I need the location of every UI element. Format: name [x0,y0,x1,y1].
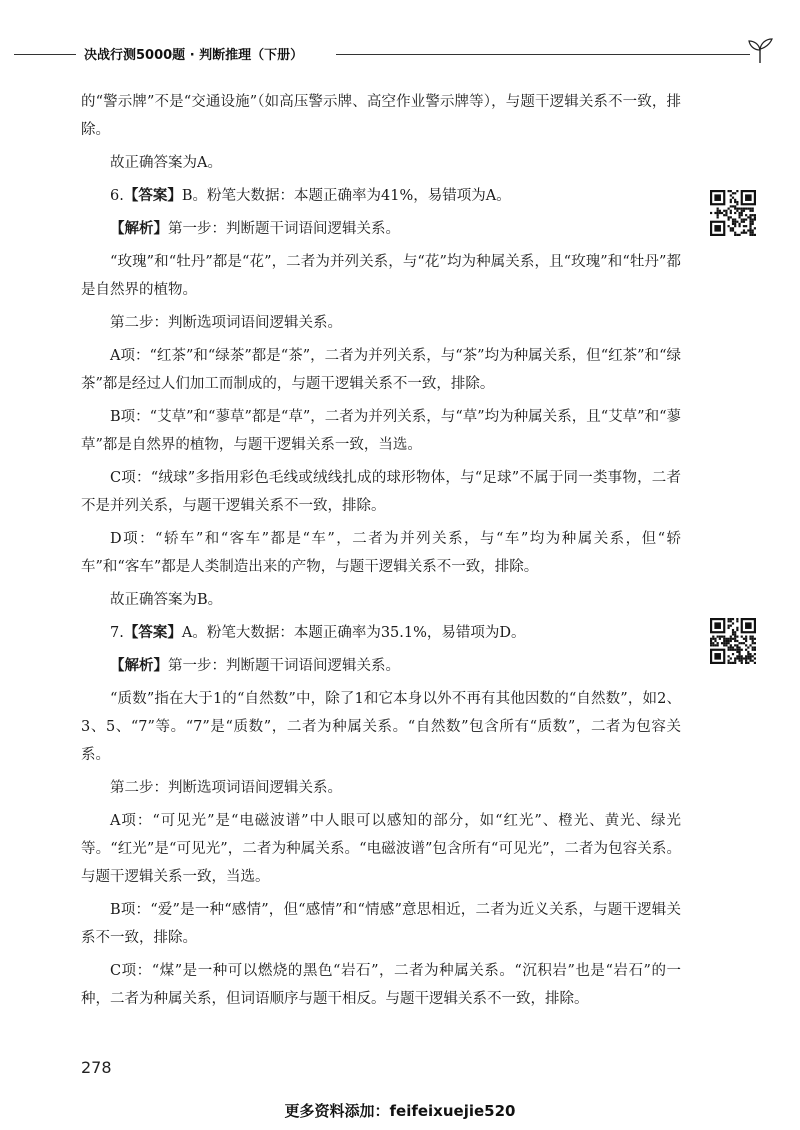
footer-note: 更多资料添加：feifeixuejie520 [284,1102,516,1120]
header-rule-left [14,54,76,55]
paragraph [81,215,681,243]
paragraph: A项：“可见光”是“电磁波谱”中人眼可以感知的部分，如“红光”、橙光、黄光、绿光等。“红光”是“可见光”，二者为种属关系。“电磁波谱”包含所有“可见光”，二者为包容关系。与题干逻辑关系一致，当选。 [81,813,681,885]
qr-code-icon [710,190,756,236]
paragraph-text: B。粉笔大数据：本题正确率为41%，易错项为A。 [181,188,511,204]
sprout-icon [744,38,776,64]
section-marker: 【解析】 [110,221,168,237]
header-rule-right [336,54,750,55]
paragraph-text: 7. [110,625,124,641]
paragraph: D项：“轿车”和“客车”都是“车”，二者为并列关系，与“车”均为种属关系，但“轿车”和“客车”都是人类制造出来的产物，与题干逻辑关系不一致，排除。 [81,531,681,575]
paragraph: C项：“煤”是一种可以燃烧的黑色“岩石”，二者为种属关系。“沉积岩”也是“岩石”的一种，二者为种属关系，但词语顺序与题干相反。与题干逻辑关系不一致，排除。 [81,963,681,1007]
body-text [81,88,681,1018]
paragraph-text: 第一步：判断题干词语间逻辑关系。 [168,658,400,674]
paragraph: 第二步：判断选项词语间逻辑关系。 [110,315,342,331]
paragraph [81,182,681,210]
paragraph: 的“警示牌”不是“交通设施”（如高压警示牌、高空作业警示牌等），与题干逻辑关系不一致，排除。 [81,94,681,138]
paragraph-text: 6. [110,188,124,204]
section-marker: 【答案】 [123,625,182,641]
qr-code-icon [710,618,756,664]
paragraph: C项：“绒球”多指用彩色毛线或绒线扎成的球形物体，与“足球”不属于同一类事物，二者不是并列关系，与题干逻辑关系不一致，排除。 [81,470,681,514]
paragraph-text: A。粉笔大数据：本题正确率为35.1%，易错项为D。 [181,625,526,641]
page-number: 278 [81,1058,112,1077]
paragraph [81,652,681,680]
header-title: 决战行测5000题 · 判断推理（下册） [84,48,304,63]
running-header [14,38,774,78]
paragraph: 故正确答案为B。 [110,592,223,608]
paragraph: B项：“艾草”和“蓼草”都是“草”，二者为并列关系，与“草”均为种属关系，且“艾草”和“蓼草”都是自然界的植物，与题干逻辑关系一致，当选。 [81,409,681,453]
paragraph: 第二步：判断选项词语间逻辑关系。 [110,780,342,796]
paragraph-text: 第一步：判断题干词语间逻辑关系。 [168,221,400,237]
paragraph: 故正确答案为A。 [110,155,222,171]
paragraph [81,619,681,647]
paragraph: A项：“红茶”和“绿茶”都是“茶”，二者为并列关系，与“茶”均为种属关系，但“红茶”和“绿茶”都是经过人们加工而制成的，与题干逻辑关系不一致，排除。 [81,348,681,392]
section-marker: 【解析】 [110,658,168,674]
section-marker: 【答案】 [123,188,182,204]
paragraph: B项：“爱”是一种“感情”，但“感情”和“情感”意思相近，二者为近义关系，与题干逻辑关系不一致，排除。 [81,902,681,946]
paragraph: “质数”指在大于1的“自然数”中，除了1和它本身以外不再有其他因数的“自然数”，如2、3、5、“7”等。“7”是“质数”，二者为种属关系。“自然数”包含所有“质数”，二者为包容关系。 [81,691,681,763]
paragraph: “玫瑰”和“牡丹”都是“花”，二者为并列关系，与“花”均为种属关系，且“玫瑰”和“牡丹”都是自然界的植物。 [81,254,681,298]
